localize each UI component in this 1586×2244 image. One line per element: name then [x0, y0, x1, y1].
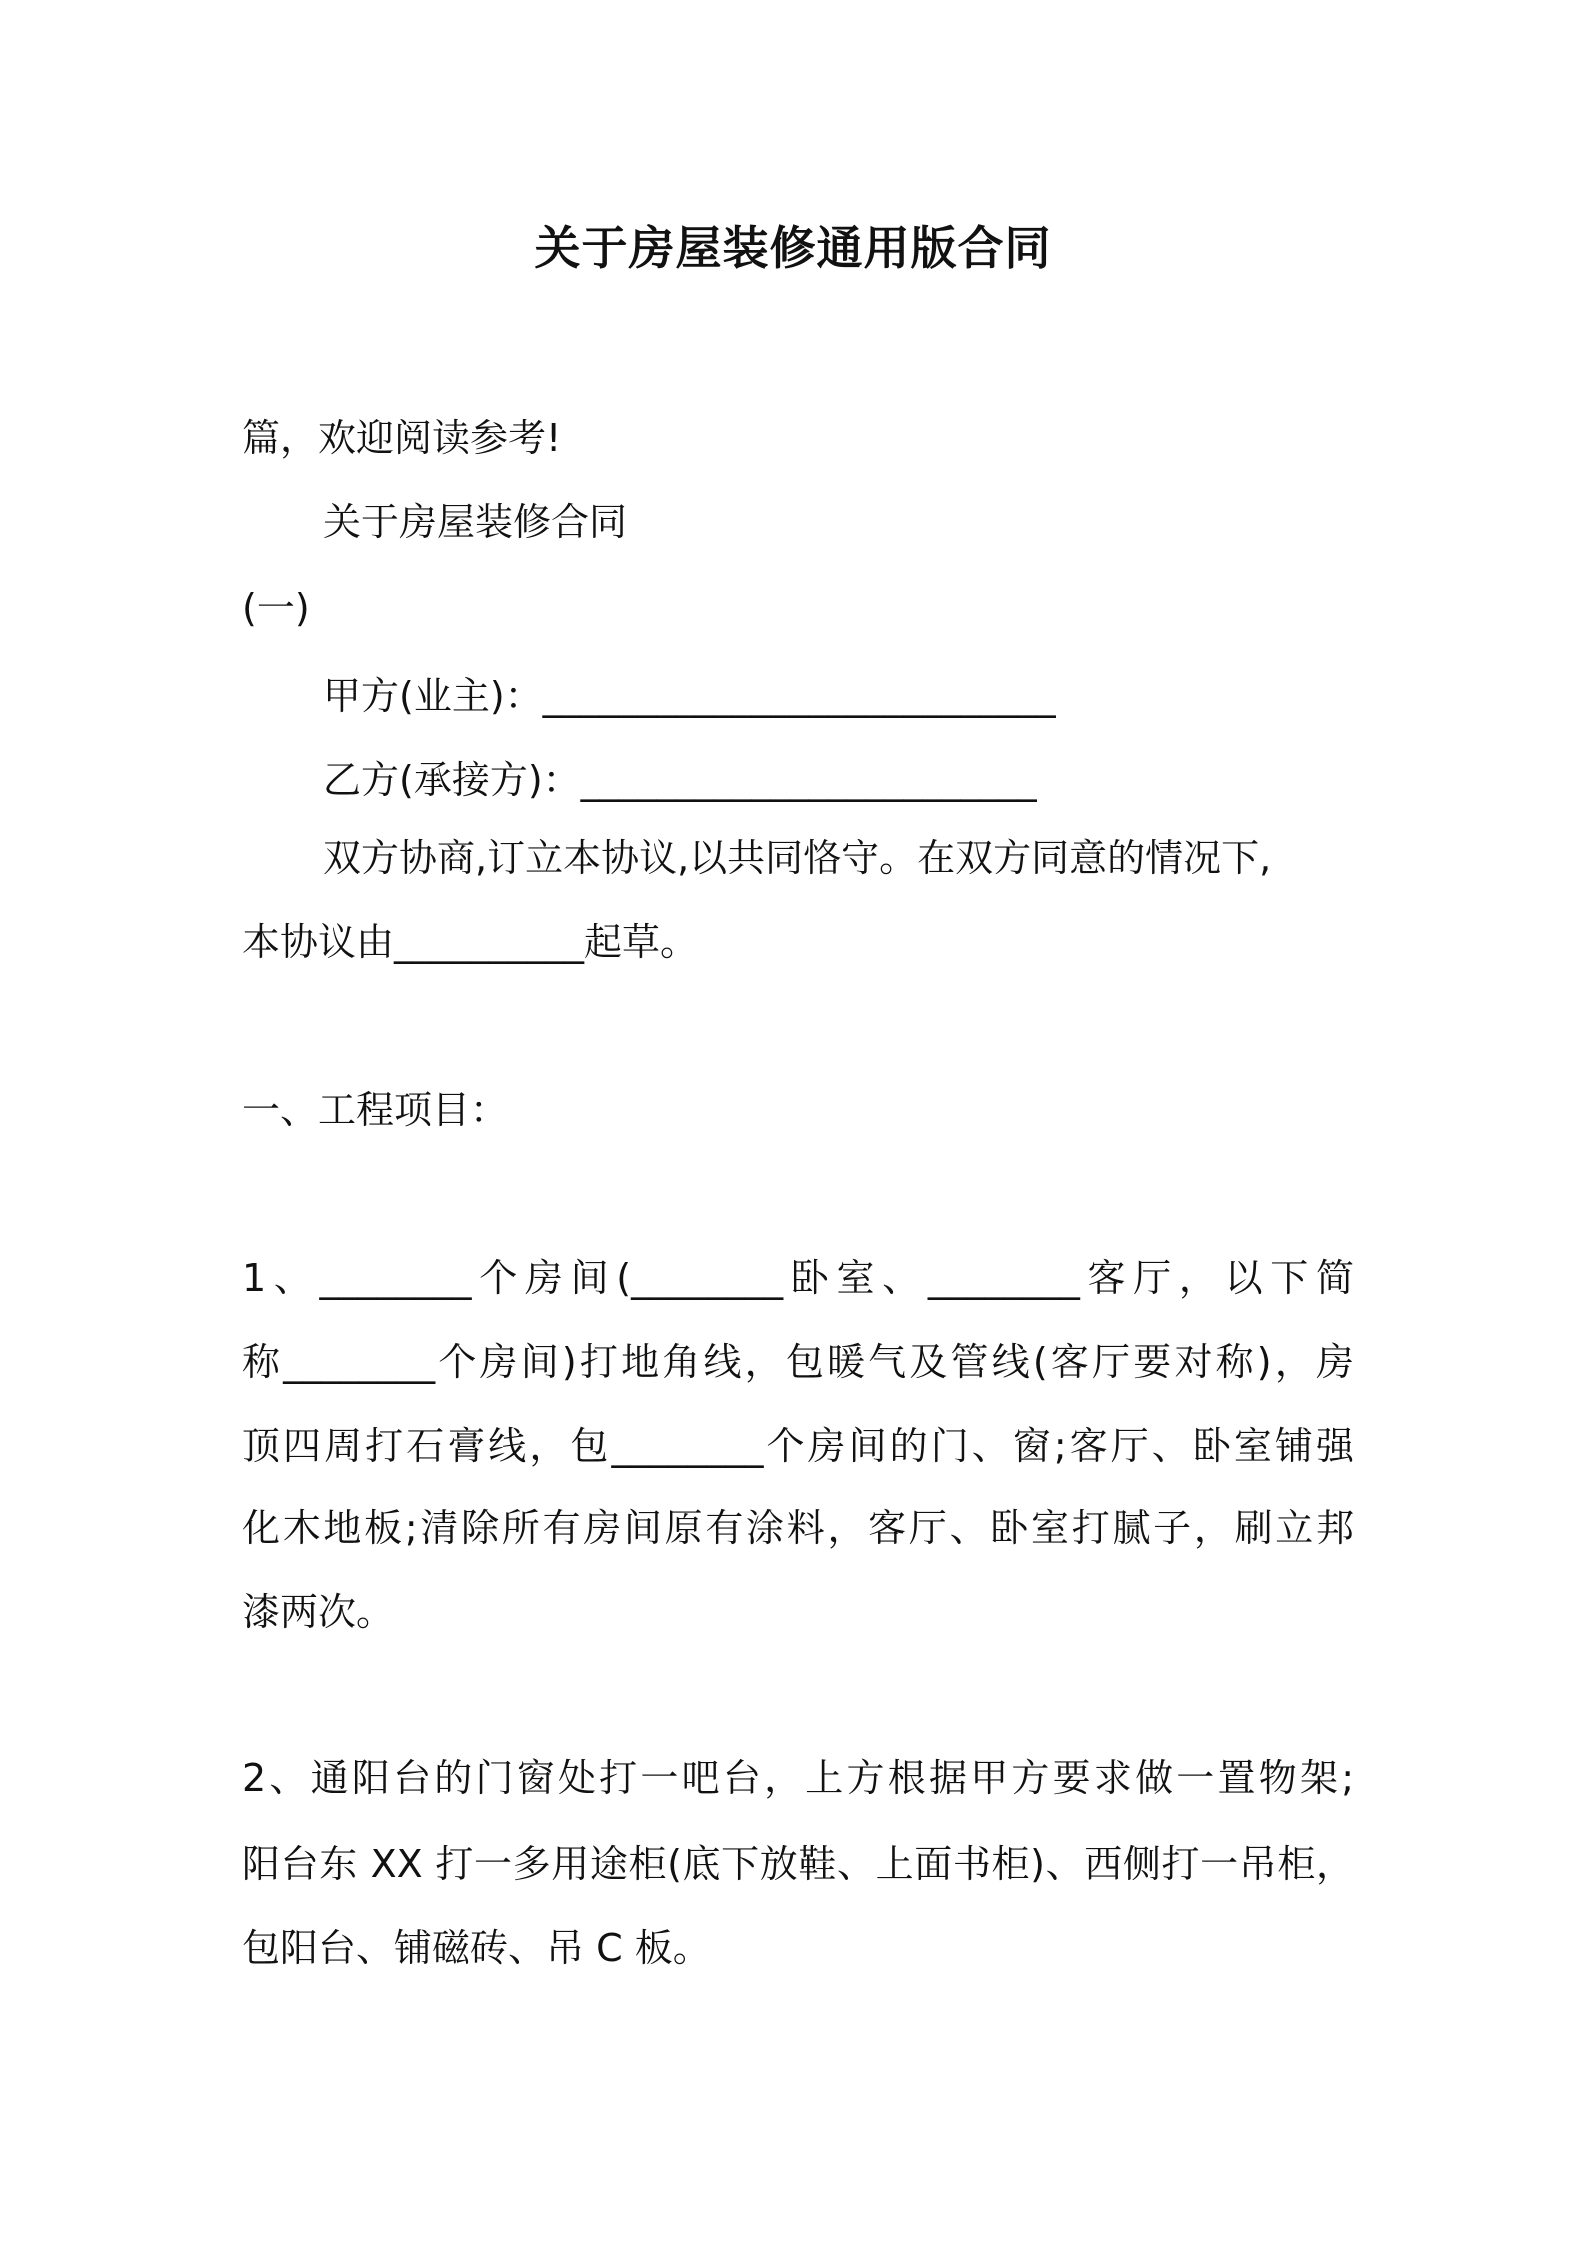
party-b-line: 乙方(承接方)：________________________	[323, 758, 1037, 802]
item-1-line: 化木地板;清除所有房间原有涂料，客厅、卧室打腻子，刷立邦	[242, 1506, 1354, 1550]
contract-subtitle: 关于房屋装修合同	[323, 500, 628, 544]
item-1-line: 1、________个房间(________卧室、________客厅，以下简	[242, 1256, 1354, 1300]
section-heading-project: 一、工程项目：	[242, 1088, 509, 1132]
item-2-line: 2、通阳台的门窗处打一吧台，上方根据甲方要求做一置物架;	[242, 1756, 1354, 1800]
section-marker: (一)	[242, 586, 310, 630]
item-2-line: 阳台东 XX 打一多用途柜(底下放鞋、上面书柜)、西侧打一吊柜，	[242, 1842, 1354, 1886]
document-title: 关于房屋装修通用版合同	[534, 221, 1052, 275]
agreement-line-1: 双方协商,订立本协议,以共同恪守。在双方同意的情况下,	[323, 836, 1272, 880]
item-1-line: 称________个房间)打地角线，包暖气及管线(客厅要对称)，房	[242, 1340, 1354, 1384]
party-a-line: 甲方(业主)：___________________________	[323, 674, 1056, 718]
item-2-line: 包阳台、铺磁砖、吊 C 板。	[242, 1926, 711, 1970]
intro-text: 篇，欢迎阅读参考!	[242, 416, 562, 460]
item-1-line: 漆两次。	[242, 1590, 395, 1634]
agreement-line-2: 本协议由__________起草。	[242, 920, 699, 964]
item-1-line: 顶四周打石膏线，包________个房间的门、窗;客厅、卧室铺强	[242, 1424, 1354, 1468]
